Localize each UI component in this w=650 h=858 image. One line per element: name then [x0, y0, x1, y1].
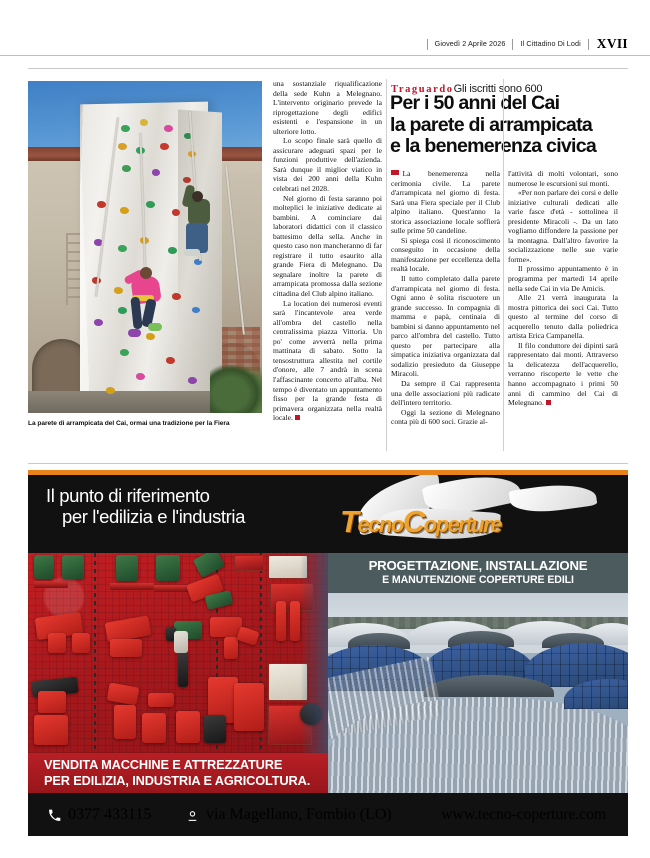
masthead-publication: Il Cittadino Di Lodi — [520, 39, 581, 48]
ad-services-line-1: PROGETTAZIONE, INSTALLAZIONE — [368, 558, 588, 573]
power-tool — [142, 713, 166, 743]
power-tool — [38, 691, 66, 713]
ad-address[interactable] — [186, 806, 392, 824]
headline-line-2: la parete di arrampicata — [390, 113, 592, 136]
paragraph-text: La benemerenza nella cerimonia civile. La parete d'arrampicata nel giorno di festa. Sarà una Fiera speciale per il Club alpino italiano. Quest'anno la storica associazione locale soffierà sulle prime 50 candeline. — [391, 169, 500, 236]
article-headline — [390, 93, 636, 158]
power-tool — [236, 626, 259, 645]
ad-logo — [328, 475, 628, 553]
paragraph-first — [391, 169, 500, 236]
power-tool — [178, 651, 188, 687]
phone-icon — [48, 809, 61, 822]
climbing-hold — [172, 209, 180, 216]
climbing-hold — [97, 201, 106, 208]
climbing-hold — [168, 247, 177, 254]
power-tool — [156, 555, 180, 581]
ad-services-band — [328, 553, 628, 593]
power-tool — [234, 683, 264, 731]
climbing-hold — [192, 307, 200, 313]
ad-photo-industrial-roof — [328, 593, 628, 793]
ad-slogan-line-2: per l'edilizia e l'industria — [62, 506, 246, 527]
power-tool — [204, 715, 226, 743]
kicker-text: Gli iscritti sono 600 — [453, 83, 543, 95]
climber-body — [188, 199, 210, 225]
climbing-hold — [118, 307, 127, 314]
masthead — [0, 33, 650, 55]
ad-address-text: via Magellano, Fombio (LO) — [206, 806, 392, 823]
ad-services-line-2: E MANUTENZIONE COPERTURE EDILI — [382, 574, 574, 586]
paragraph: Da sempre il Cai rappresenta una delle associazioni più radicate dell'intero territorio. — [391, 379, 500, 408]
ad-slogan-line-1: Il punto di riferimento — [46, 485, 210, 506]
paragraph: Il prossimo appuntamento è in programma per martedì 14 aprile nella sede Cai in via De Amicis. — [508, 264, 618, 293]
advertisement-tecnocoperture[interactable] — [28, 470, 628, 836]
tool-shelf — [154, 585, 188, 592]
power-tool — [72, 633, 90, 653]
power-tool — [290, 601, 300, 641]
power-tool — [114, 705, 136, 739]
climbing-hold — [194, 259, 202, 265]
climbing-hold — [172, 293, 181, 300]
article-column-3 — [508, 169, 618, 408]
power-tool — [62, 555, 84, 579]
article-column-2 — [391, 169, 500, 427]
climbing-hold — [121, 125, 130, 132]
climber-head — [140, 267, 152, 279]
section-rule — [28, 68, 628, 69]
climbing-hold — [146, 201, 155, 208]
paragraph: «Per non parlare dei corsi e delle iniziative culturali dedicati alle varie fasce d'età - sottolinea il presidente Miracoli -. Da un lato vogliamo diffondere la passione per la montagna. Dall'altro favorire la socializzazione nelle sue varie forme». — [508, 188, 618, 264]
pegboard-divider — [94, 553, 96, 753]
climbing-hold — [118, 245, 127, 252]
headline-line-1: Per i 50 anni del Cai — [390, 92, 560, 114]
masthead-date: Giovedì 2 Aprile 2026 — [434, 39, 506, 48]
climbing-hold — [146, 333, 155, 340]
climbing-hold — [140, 119, 148, 126]
ad-phone-number: 0377 433115 — [68, 806, 152, 823]
power-tool — [107, 683, 140, 706]
climbing-hold — [94, 319, 103, 326]
ad-sale-line-2: PER EDILIZIA, INDUSTRIA E AGRICOLTURA. — [44, 773, 311, 788]
product-box — [234, 555, 264, 571]
paragraph: una sostanziale riqualificazione della sede Kuhn a Melegnano. L'intervento originario prevede la riprogettazione degli edifici esistenti e l'espansione in un ulteriore lotto. — [273, 79, 382, 136]
logo-text-operture: operture — [423, 512, 501, 537]
paragraph: Lo scopo finale sarà quello di assicurare adeguati spazi per le funzioni produttive dell'azienda. Sarà dunque il miglior viatico in vista dei 200 anni della Kuhn celebrati nel 2028. — [273, 136, 382, 194]
climber-shoe — [148, 323, 162, 331]
ad-sale-line-1: VENDITA MACCHINE E ATTREZZATURE — [44, 757, 283, 772]
masthead-rule — [0, 55, 650, 56]
column-divider-2 — [503, 79, 504, 451]
power-tool — [116, 555, 138, 581]
power-tool — [224, 637, 238, 659]
headline-line-3: e la benemerenza civica — [390, 135, 597, 157]
photo-edge-fade — [300, 553, 328, 753]
power-tool — [193, 553, 225, 578]
climber-shoe — [184, 249, 200, 256]
climber-head — [192, 191, 203, 202]
masthead-page-number: XVII — [596, 36, 628, 51]
paragraph: Il tutto completato dalla parete d'arrampicata nel giorno di festa. Ogni anno è solita riscuotere un grande successo. In compagnia di mamma e papà, centinaia di bambini si danno appuntamento nel parco all'ombra del castello. Tutto questo per partecipare alla simpatica iniziativa organizzata dal sodalizio presieduto da Giuseppe Miracoli. — [391, 274, 500, 379]
paragraph-last — [273, 299, 382, 423]
paragraph-last — [508, 341, 618, 408]
paragraph-text: La location dei numerosi eventi sarà l'incantevole area verde all'ombra del castello nella centralissima piazza Vittoria. Un po' come avverrà nella prima mattinata di sabato. Sotto la tensostruttura allestita nel cortile d'onore, alle 7 andrà in scena l'affascinante concerto all'alba. Nel tempo è diventato un appuntamento fisso per la grande festa di primavera organizzata nella realtà locale. — [273, 298, 382, 423]
power-tool — [34, 555, 54, 579]
climbing-hold — [164, 125, 173, 132]
paragraph: l'attività di molti volontari, sono numerose le escursioni sui monti. — [508, 169, 618, 188]
power-tool — [110, 639, 142, 657]
start-marker-icon — [391, 170, 399, 175]
climbing-hold — [120, 349, 129, 356]
kicker-label: Traguardo — [391, 84, 454, 95]
power-tool — [48, 633, 66, 653]
paragraph: Alle 21 verrà inaugurata la mostra pittorica dei soci Cai. Tutto questo al termine del corso di acquerello tenuto dalla poliedrica artista Erica Campanella. — [508, 293, 618, 341]
power-tool — [34, 715, 68, 745]
ad-slogan — [46, 485, 336, 527]
logo-letter-t: T — [340, 504, 358, 539]
ad-website[interactable]: www.tecno-coperture.com — [441, 806, 606, 823]
end-marker-icon — [546, 400, 551, 405]
article-column-1 — [273, 79, 382, 423]
climbing-hold — [152, 169, 160, 176]
climbing-hold — [166, 357, 175, 364]
article-bottom-rule — [28, 463, 628, 464]
climbing-hold — [183, 177, 191, 183]
ad-contact-bar — [28, 793, 628, 836]
paragraph-text: Il filo conduttore dei dipinti sarà rappresentato dai monti. Attraverso la delicatezza dell'acquerello, verranno riscoperte le vette che hanno accompagnato i primi 50 anni di cammino del Cai di Melegnano. — [508, 340, 618, 408]
climber-shoe — [128, 329, 141, 337]
power-tool — [276, 601, 286, 641]
tool-shelf — [110, 583, 154, 590]
end-marker-icon — [295, 415, 300, 420]
paragraph: Oggi la sezione di Melegnano conta più di 600 soci. Grazie al- — [391, 407, 500, 427]
location-pin-icon — [186, 809, 199, 822]
logo-wordmark — [340, 505, 628, 542]
climbing-hold — [114, 287, 123, 294]
climbing-hold — [122, 165, 131, 172]
logo-letter-c: C — [402, 504, 424, 539]
logo-text-ecno: ecno — [357, 512, 403, 537]
article-photo-climbing-wall — [28, 81, 262, 413]
ad-phone[interactable] — [48, 806, 151, 824]
climbing-hold — [120, 207, 129, 214]
climbing-hold — [106, 387, 115, 394]
climbing-hold — [136, 373, 145, 380]
paragraph: Nel giorno di festa saranno poi molteplici le iniziative dedicate ai bambini. A cominciare dai laboratori didattici con il classico battesimo della sella. Anche in questo caso non mancheranno di far registrare il tutto esaurito alla grande Fiera di Melegnano. Da segnalare inoltre la parete di arrampicata promossa dalla sezione cittadina del Club alpino italiano. — [273, 193, 382, 299]
ad-sale-band — [28, 753, 328, 793]
climbing-hold — [118, 143, 127, 150]
ad-photo-tool-wall — [28, 553, 328, 753]
power-tool — [174, 631, 188, 653]
photo-caption: La parete di arrampicata del Cai, ormai una tradizione per la Fiera — [28, 420, 230, 427]
tool-shelf — [34, 581, 68, 588]
photo-bushes — [210, 365, 262, 413]
paragraph: Si spiega così il riconoscimento conseguito in occasione della manifestazione per eccellenza della realtà locale. — [391, 235, 500, 274]
power-tool — [148, 693, 174, 707]
column-divider-1 — [386, 79, 387, 451]
climbing-hold — [188, 377, 197, 384]
power-tool — [176, 711, 200, 743]
climbing-hold — [160, 143, 169, 150]
